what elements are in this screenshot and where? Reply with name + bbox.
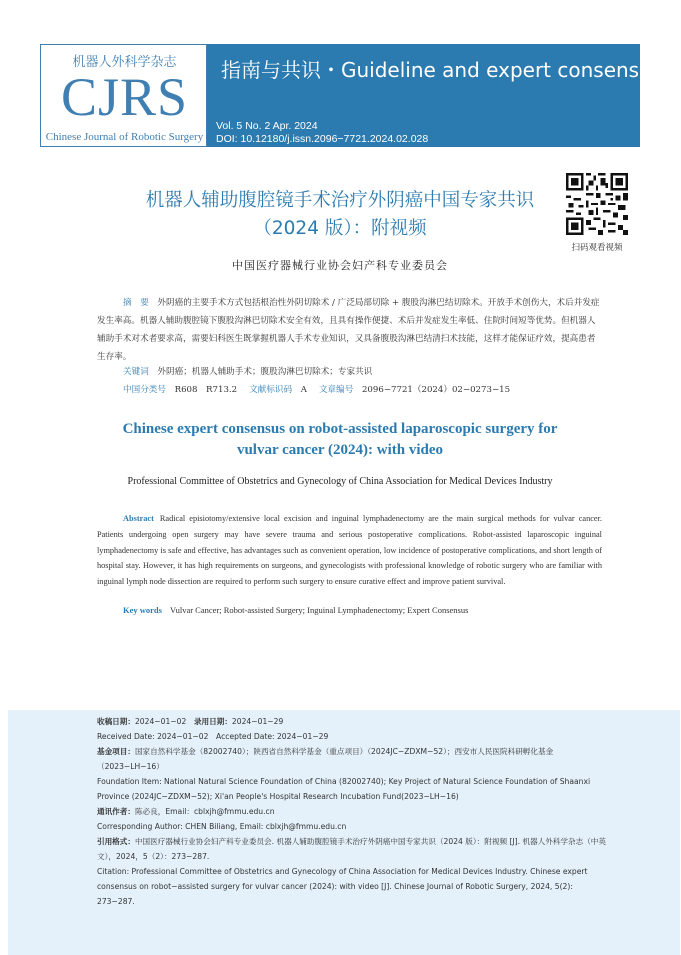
english-abstract-text: Radical episiotomy/extensive local excision and inguinal lymphadenectomy are the main surgical methods for vulvar cancer. Patients undergoing open surgery may have severe trauma and serious postoperative complications. Robot-assisted laparoscopic inguinal lymphadenectomy is safe and effective, has advantages such as convenient operation, low incidence of postoperative complications, and short length of hospital stay. However, it has high requirements on surgeons, and gynecologists with professional knowledge of robotic surgery who are familiar with inguinal lymph node dissection are required to perform such surgery to ensure curative effect and improve patient survival.	[97, 514, 602, 587]
received-en: Received Date: 2024−01−02 Accepted Date: 2024−01−29	[97, 732, 329, 741]
english-abstract	[97, 511, 602, 590]
article-info-text	[97, 714, 607, 909]
english-title	[70, 419, 610, 461]
english-keywords-label: Key words	[123, 605, 162, 615]
fund-cn: 基金项目：国家自然科学基金（82002740）；陕西省自然科学基金（重点项目）（2024JC−ZDXM−52）；西安市人民医院科研孵化基金（2023−LH−16）	[97, 747, 554, 771]
chinese-keywords	[123, 365, 372, 377]
citation-en: Citation: Professional Committee of Obstetrics and Gynecology of China Association for Medical Devices Industry. Chinese expert consensus on robot−assisted surgery for vulvar cancer (2024): with video [J]. Chinese Journal of Robotic Surgery, 2024, 5(2): 273−287.	[97, 867, 588, 906]
corresponding-en: Corresponding Author: CHEN Biliang, Email: cblxjh@fmmu.edu.cn	[97, 822, 347, 831]
class-number-label: 中国分类号	[123, 385, 166, 395]
chinese-abstract	[97, 294, 602, 366]
chinese-title-line2: （2024 版）：附视频	[253, 218, 427, 239]
class-number-value: R608 R713.2	[174, 385, 238, 395]
section-banner	[207, 44, 663, 147]
logo-english-name: Chinese Journal of Robotic Surgery	[45, 131, 204, 143]
qr-caption: 扫码观看视频	[571, 243, 623, 253]
english-author: Professional Committee of Obstetrics and Gynecology of China Association for Medical Devices Industry	[127, 476, 553, 487]
english-keywords	[123, 605, 468, 615]
chinese-author: 中国医疗器械行业协会妇产科专业委员会	[232, 259, 448, 272]
english-abstract-label: Abstract	[123, 514, 154, 523]
english-title-line1: Chinese expert consensus on robot-assisted laparoscopic surgery for	[122, 421, 558, 437]
journal-logo	[40, 44, 207, 147]
classification-info	[123, 383, 510, 395]
doc-code-label: 文献标识码	[249, 385, 293, 395]
english-title-line2: vulvar cancer (2024): with video	[236, 442, 444, 458]
chinese-abstract-label: 摘 要	[123, 298, 149, 308]
volume-info: Vol. 5 No. 2 Apr. 2024	[216, 120, 318, 132]
logo-abbreviation: CJRS	[60, 67, 189, 127]
citation-cn: 引用格式：中国医疗器械行业协会妇产科专业委员会. 机器人辅助腹腔镜手术治疗外阴癌中国专家共识（2024 版）：附视频 [J]. 机器人外科学杂志（中英文），2024，5（2）：273−287.	[97, 837, 606, 861]
chinese-keywords-text: 外阴癌；机器人辅助手术；腹股沟淋巴切除术；专家共识	[157, 367, 373, 377]
article-info-footer	[8, 710, 680, 955]
chinese-title-line1: 机器人辅助腹腔镜手术治疗外阴癌中国专家共识	[145, 190, 535, 211]
corresponding-cn: 通讯作者：陈必良，Email：cblxjh@fmmu.edu.cn	[97, 807, 275, 816]
article-number-value: 2096−7721（2024）02−0273−15	[361, 385, 511, 395]
chinese-abstract-text: 外阴癌的主要手术方式包括根治性外阴切除术 / 广泛局部切除 + 腹股沟淋巴结切除术。开放手术创伤大，术后并发症发生率高。机器人辅助腹腔镜下腹股沟淋巴切除术安全有效，且具有操作便捷、术后并发症发生率低、住院时间短等优势。但机器人辅助手术对术者要求高，需要妇科医生既掌握机器人手术专业知识，又具备腹股沟淋巴结清扫术技能，这样才能保证疗效，提高患者生存率。	[97, 298, 600, 362]
chinese-keywords-label: 关键词	[123, 367, 149, 377]
article-number-label: 文章编号	[318, 385, 354, 395]
english-keywords-text: Vulvar Cancer; Robot-assisted Surgery; Inguinal Lymphadenectomy; Expert Consensus	[169, 605, 469, 615]
logo-chinese-name: 机器人外科学杂志	[72, 55, 177, 70]
section-title: 指南与共识・Guideline and expert consensus	[221, 58, 663, 82]
doc-code-value: A	[300, 385, 307, 395]
received-cn: 收稿日期：2024−01−02 录用日期：2024−01−29	[97, 717, 284, 726]
chinese-title	[60, 187, 620, 243]
fund-en: Foundation Item: National Natural Science Foundation of China (82002740); Key Project of Natural Science Foundation of Shaanxi Province (2024JC−ZDXM−52); Xi'an People's Hospital Research Incubation Fund(2023−LH−16)	[97, 777, 591, 801]
doi: DOI: 10.12180/j.issn.2096−7721.2024.02.028	[216, 133, 429, 145]
